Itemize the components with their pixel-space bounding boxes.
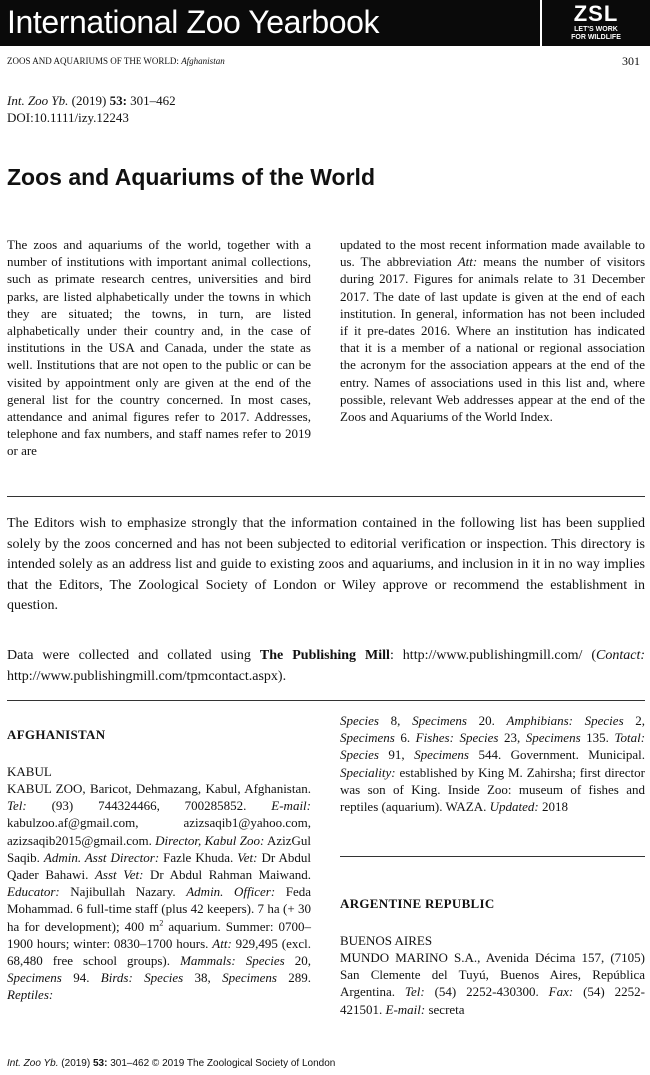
editors-disclaimer — [7, 514, 645, 617]
intro-right-text: updated to the most recent information made available to us. The abbreviation Att: means the number of visitors during 2017. Figures for animals relate to 31 December 2017. The date of last update is given at the end of each institution. In general, information has not been included if it pre-dates 2016. Where an institution has indicated that it is a member of a national or regional association the acronym for the association appears at the end of the entry. Names of associations used in this list and, where possible, relevant Web addresses appear at the end of the Zoos and Aquariums of the World Index. — [340, 237, 646, 425]
running-head-country: Afghanistan — [181, 56, 225, 66]
entry-mundo-marino-text: MUNDO MARINO S.A., Avenida Décima 157, (7105) San Clemente del Tuyú, Buenos Aires, República Argentina. Tel: (54) 2252-430300. Fax: (54) 2252-421501. E-mail: secreta — [340, 950, 645, 1017]
footer-volume: 53: — [92, 1058, 108, 1069]
citation-year: (2019) — [71, 93, 107, 108]
journal-header-bar — [0, 0, 650, 46]
zsl-logo-tagline-1: LET'S WORK — [574, 26, 618, 33]
data-collection-note — [7, 646, 645, 687]
entry-mundo-marino — [340, 949, 645, 1018]
footer-rest: 301–462 © 2019 The Zoological Society of London — [110, 1058, 336, 1069]
zsl-logo-tagline-2: FOR WILDLIFE — [571, 34, 621, 41]
country-heading-afghanistan: AFGHANISTAN — [7, 727, 106, 742]
data-note-text: Data were collected and collated using The Publishing Mill: http://www.publishingmill.com/ (Contact: http://www.publishingmill.com/tpmcontact.aspx). — [7, 648, 645, 684]
page-footer — [7, 1058, 335, 1070]
article-title: Zoos and Aquariums of the World — [7, 164, 375, 190]
citation-doi[interactable]: DOI:10.1111/izy.12243 — [7, 110, 129, 125]
footer-journal: Int. Zoo Yb. — [7, 1058, 59, 1069]
citation — [7, 92, 176, 126]
running-head-section: ZOOS AND AQUARIUMS OF THE WORLD: — [7, 56, 179, 66]
journal-name: International Zoo Yearbook — [7, 4, 380, 40]
zsl-logo-text: ZSL — [573, 1, 619, 26]
citation-journal: Int. Zoo Yb. — [7, 93, 69, 108]
entry-kabul-zoo — [7, 780, 311, 1004]
intro-right-column — [340, 236, 645, 425]
intro-left-column — [7, 236, 311, 460]
city-heading-buenos-aires: BUENOS AIRES — [340, 933, 433, 948]
page-number: 301 — [622, 54, 640, 68]
running-head — [7, 55, 640, 67]
city-heading-kabul: KABUL — [7, 764, 52, 779]
divider — [7, 700, 645, 701]
entry-kabul-zoo-continued-text: Species 8, Specimens 20. Amphibians: Species 2, Specimens 6. Fishes: Species 23, Specimens 135. Total: Species 91, Specimens 544. Government. Municipal. Speciality: established by King M. Zahirsha; first director was son of King. Inside Zoo: museum of fishes and reptiles (aquarium). WAZA. Updated: 2018 — [340, 713, 646, 815]
entry-kabul-zoo-text: KABUL ZOO, Baricot, Dehmazang, Kabul, Afghanistan. Tel: (93) 744324466, 700285852. E-mail: kabulzoo.af@gmail.com, azizsaqib1@yahoo.com, azizsaqib2015@gmail.com. Director, Kabul Zoo: AzizGul Saqib. Admin. Asst Director: Fazle Khuda. Vet: Dr Abdul Qader Bahawi. Asst Vet: Dr Abdul Rahman Maiwand. Educator: Najibullah Nazary. Admin. Officer: Feda Mohammad. 6 full-time staff (plus 42 keepers). 7 ha (+ 30 ha for development); 400 $m^2$ aquarium. Summer: 0700–1900 hours; winter: 0830–1700 hours. Att: 929,495 (excl. 68,480 free school groups). Mammals: Species 20, Specimens 94. Birds: Species 38, Specimens 289. Reptiles: — [7, 781, 312, 1003]
divider — [340, 856, 645, 857]
country-heading-argentine-republic: ARGENTINE REPUBLIC — [340, 896, 495, 911]
entry-kabul-zoo-continued — [340, 712, 645, 815]
citation-volume: 53: — [109, 93, 127, 108]
footer-year: (2019) — [61, 1058, 91, 1069]
publishing-mill-name: The Publishing Mill — [259, 648, 390, 663]
divider — [7, 496, 645, 497]
intro-left-text: The zoos and aquariums of the world, together with a number of institutions with important animal collections, such as primate research centres, universities and bird parks, are listed alphabetically under the towns in which they are situated; the towns, in turn, are listed alphabetically under their country and, in the case of institutions in the USA and Canada, under the state as well. Institutions that are not open to the public or can be visited by appointment only are given at the end of the general list for the country concerned. In most cases, attendance and animal figures refer to 2017. Addresses, telephone and fax numbers, and staff names refer to 2019 or are — [7, 237, 311, 459]
zsl-logo — [540, 0, 650, 46]
disclaimer-text: The Editors wish to emphasize strongly that the information contained in the following list has been supplied solely by the zoos concerned and has not been subjected to editorial verification or inspection. This directory is intended solely as an address list and guide to existing zoos and aquariums, and inclusion in it in no way implies that the Editors, The Zoological Society of London or Wiley approve or recommend the establishment in question. — [7, 516, 645, 613]
citation-pages: 301–462 — [130, 93, 176, 108]
